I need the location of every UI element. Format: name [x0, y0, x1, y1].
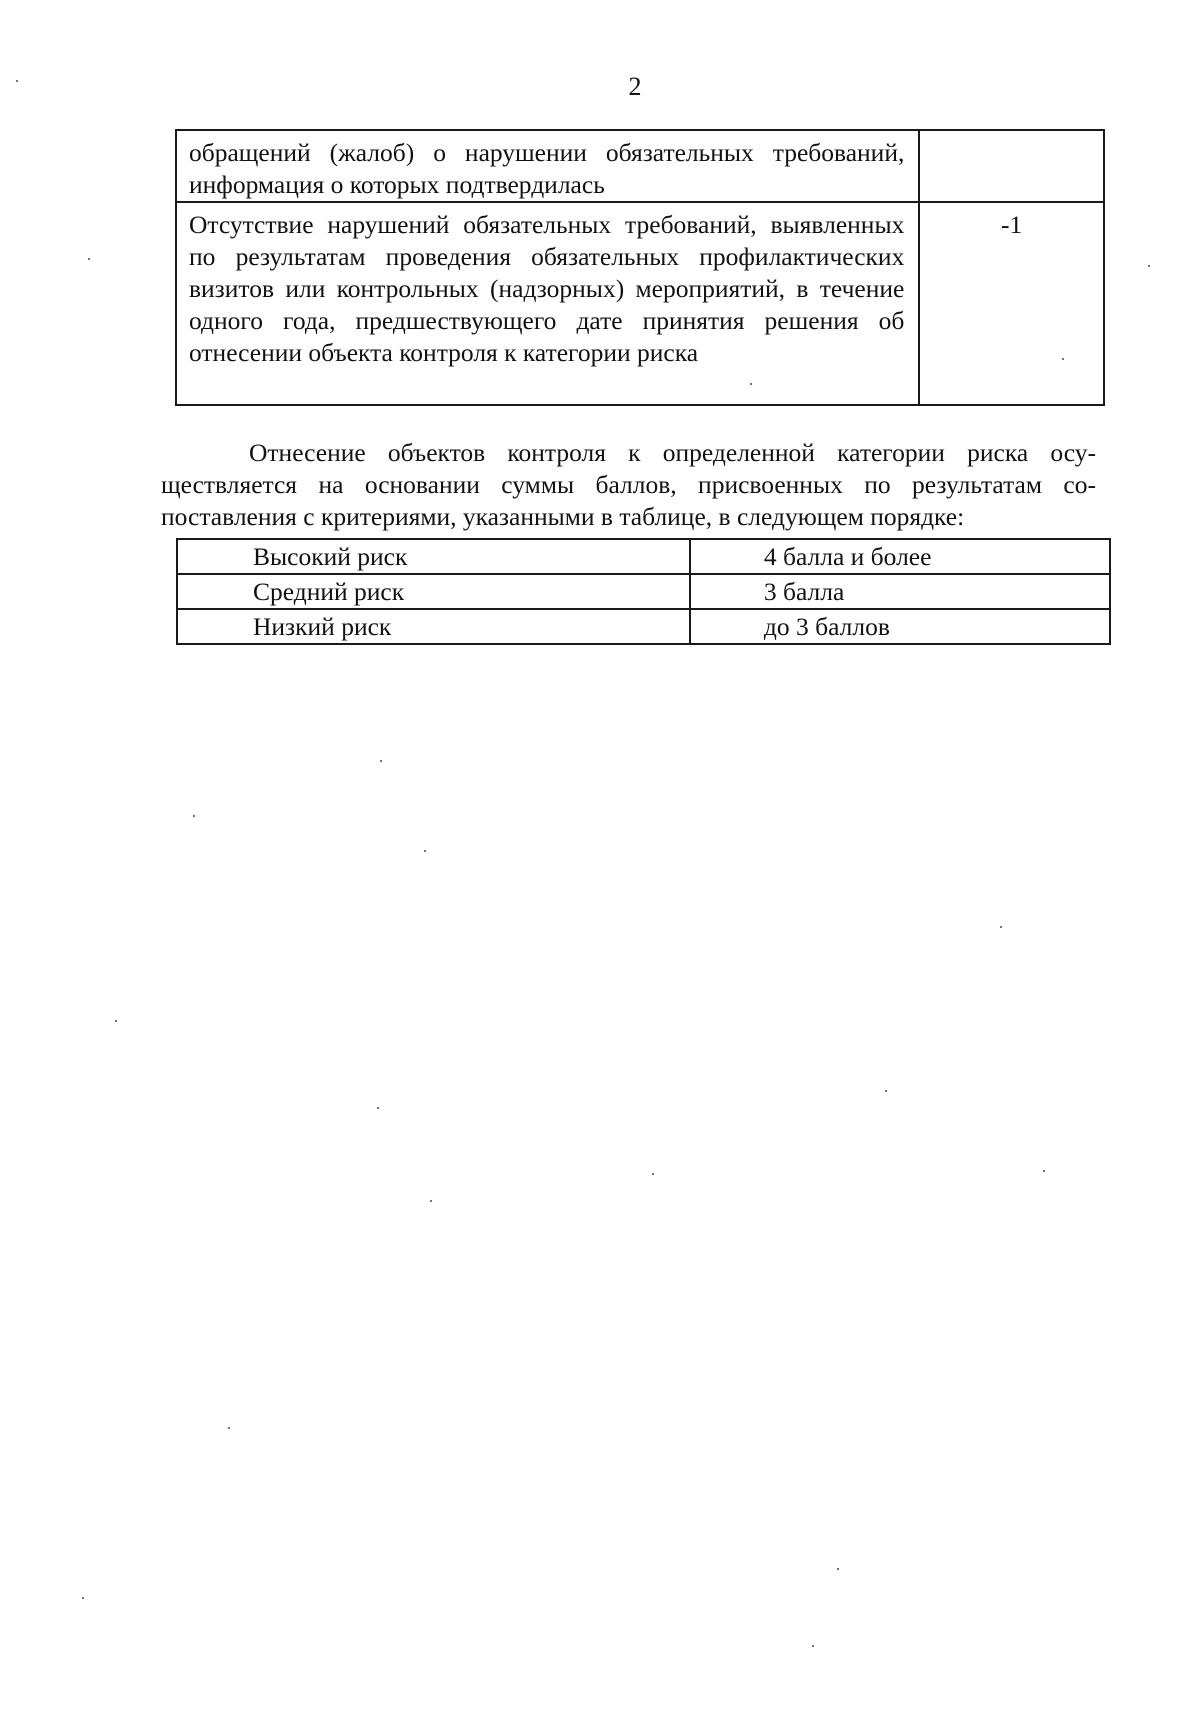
scan-speck [228, 1427, 230, 1429]
scan-speck [837, 1568, 839, 1570]
table-row [176, 130, 1104, 202]
criterion-score [919, 130, 1104, 202]
scan-speck [1043, 1170, 1045, 1172]
criteria-table [175, 129, 1105, 406]
scan-speck [1062, 358, 1064, 360]
page-number: 2 [628, 72, 642, 101]
scan-speck [88, 258, 90, 260]
scan-speck [193, 815, 195, 817]
risk-score: 4 балла и более [690, 539, 1110, 574]
scan-speck [1000, 926, 1002, 928]
scan-speck [812, 1645, 814, 1647]
scan-speck [16, 80, 18, 82]
scan-speck [380, 760, 382, 762]
scan-speck [424, 850, 426, 852]
risk-score: до 3 баллов [690, 609, 1110, 644]
criterion-text: обращений (жалоб) о нарушении обязательных требований, информация о которых подтвердилась [176, 130, 919, 202]
table-row [177, 539, 1110, 574]
table-row [177, 574, 1110, 609]
risk-category: Низкий риск [177, 609, 690, 644]
scan-speck [1148, 265, 1150, 267]
body-paragraph: Отнесение объектов контроля к определенной категории риска осуществляется на основании суммы баллов, присвоенных по результатам сопоставления с критериями, указанными в таблице, в следующем порядке: [161, 438, 1096, 531]
table-row [177, 609, 1110, 644]
scan-speck [750, 383, 752, 385]
table-row [176, 202, 1104, 405]
scan-speck [652, 1173, 654, 1175]
risk-category: Высокий риск [177, 539, 690, 574]
risk-score: 3 балла [690, 574, 1110, 609]
scan-speck [115, 1020, 117, 1022]
scan-speck [430, 1200, 432, 1202]
risk-category: Средний риск [177, 574, 690, 609]
scan-speck [82, 1597, 84, 1599]
criterion-score: -1 [919, 202, 1104, 405]
criterion-text: Отсутствие нарушений обязательных требований, выявленных по результатам проведения обязательных профилактических визитов или контрольных (надзорных) мероприятий, в течение одного года, предшествующего дате принятия решения об отнесении объекта контроля к категории риска [176, 202, 919, 405]
scan-speck [885, 1090, 887, 1092]
risk-category-table [176, 538, 1111, 645]
scan-speck [377, 1107, 379, 1109]
